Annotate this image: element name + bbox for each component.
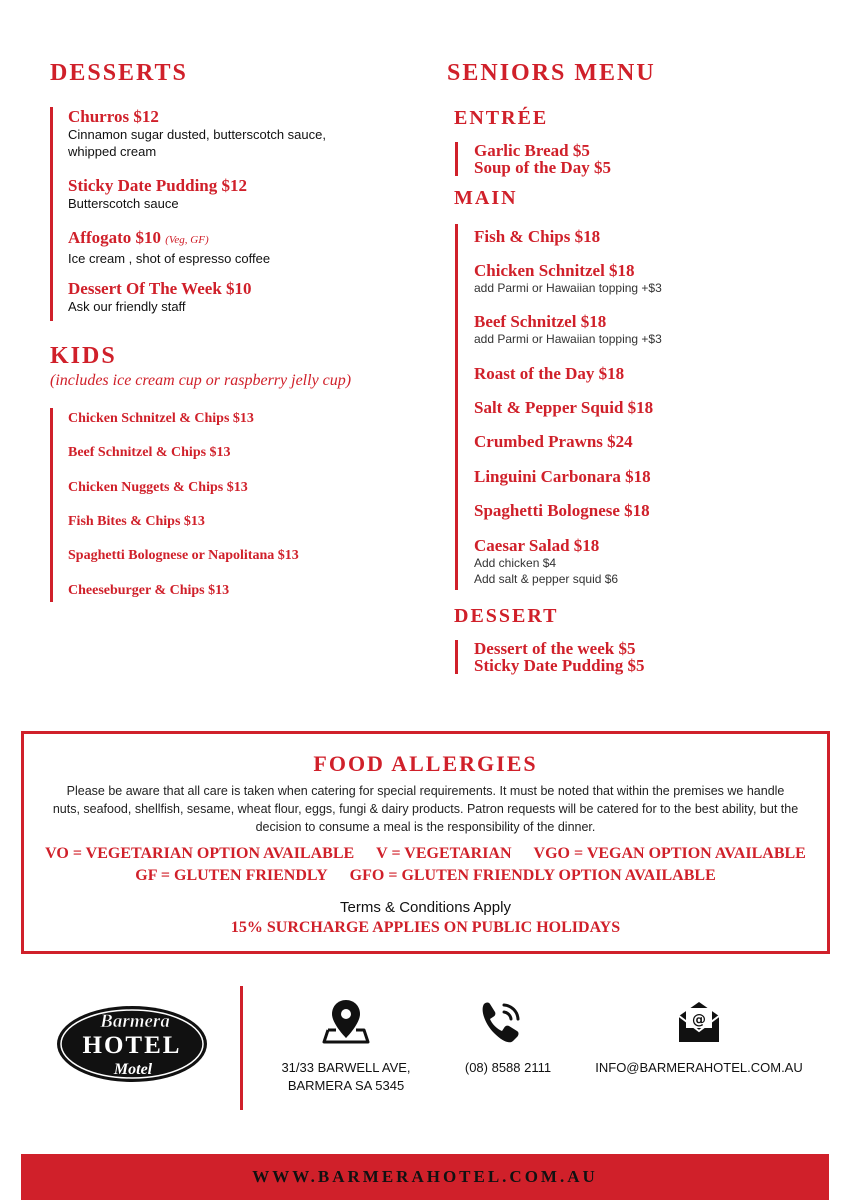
dessert-item-name: Churros $12 xyxy=(68,107,159,126)
seniors-dessert-item: Dessert of the week $5 xyxy=(474,639,636,658)
main-item-desc: add Parmi or Hawaiian topping +$3 xyxy=(474,281,662,295)
barmera-hotel-logo xyxy=(55,1002,209,1084)
logo-line2: HOTEL xyxy=(82,1032,182,1059)
logo-line3: Motel xyxy=(113,1061,153,1078)
dessert-item-sticky-date xyxy=(68,176,247,212)
svg-text:@: @ xyxy=(692,1012,706,1028)
main-item-name: Roast of the Day $18 xyxy=(474,364,625,383)
main-item-desc: add Parmi or Hawaiian topping +$3 xyxy=(474,332,662,346)
dessert-item-name: Sticky Date Pudding $12 xyxy=(68,176,247,195)
email-address[interactable]: INFO@BARMERAHOTEL.COM.AU xyxy=(595,1060,803,1075)
dessert-item-of-the-week xyxy=(68,279,252,315)
entree-title: ENTRÉE xyxy=(454,107,549,129)
entree-divider xyxy=(455,142,458,176)
footer-bar xyxy=(21,1154,829,1200)
main-item xyxy=(474,501,650,520)
main-item-name: Salt & Pepper Squid $18 xyxy=(474,398,654,417)
desserts-divider xyxy=(50,107,53,321)
dessert-item-desc: Butterscotch sauce xyxy=(68,196,179,211)
kids-item: Chicken Schnitzel & Chips $13 xyxy=(68,411,254,426)
main-title: MAIN xyxy=(454,187,518,209)
phone-icon xyxy=(476,998,524,1046)
dietary-tag: (Veg, GF) xyxy=(165,234,209,246)
main-item xyxy=(474,536,618,587)
contact-divider xyxy=(240,986,243,1110)
main-item xyxy=(474,364,624,383)
main-item-name: Linguini Carbonara $18 xyxy=(474,467,651,486)
dessert-item-desc: Ice cream , shot of espresso coffee xyxy=(68,251,271,266)
address-line-1: 31/33 BARWELL AVE, xyxy=(281,1060,411,1075)
kids-item: Fish Bites & Chips $13 xyxy=(68,514,205,529)
legend-vo: VO = VEGETARIAN OPTION AVAILABLE xyxy=(45,845,355,862)
desserts-title: DESSERTS xyxy=(50,60,188,86)
kids-item: Cheeseburger & Chips $13 xyxy=(68,583,230,598)
seniors-dessert-item: Sticky Date Pudding $5 xyxy=(474,656,645,675)
main-item-desc: Add chicken $4 xyxy=(474,556,557,570)
dessert-item-name: Affogato $10 xyxy=(68,228,162,247)
phone-number[interactable]: (08) 8588 2111 xyxy=(464,1060,552,1075)
main-item-name: Fish & Chips $18 xyxy=(474,227,601,246)
terms-text: Terms & Conditions Apply xyxy=(340,899,511,916)
main-item xyxy=(474,261,662,296)
dessert-item-affogato xyxy=(68,228,270,267)
map-pin-icon xyxy=(322,998,370,1044)
seniors-dessert-divider xyxy=(455,640,458,674)
main-item xyxy=(474,467,651,486)
kids-divider xyxy=(50,408,53,602)
seniors-title: SENIORS MENU xyxy=(447,60,656,86)
main-item xyxy=(474,312,662,347)
dietary-legend-row-1 xyxy=(24,845,827,863)
dessert-item-churros xyxy=(68,107,326,160)
dessert-item-desc: Ask our friendly staff xyxy=(68,299,186,314)
kids-title: KIDS xyxy=(50,343,117,369)
logo-line1: Barmera xyxy=(100,1011,170,1032)
allergies-text: Please be aware that all care is taken when catering for special requirements. It must be noted that within the premises we handle nuts, seafood, shellfish, sesame, wheat flour, eggs, fungi & dairy products. Patron requests will be catered for to the best ability, but the decision to consume a meal is the responsibility of the dinner. xyxy=(52,784,799,834)
main-item-name: Beef Schnitzel $18 xyxy=(474,312,607,331)
seniors-dessert-title: DESSERT xyxy=(454,605,559,627)
address-line-2: BARMERA SA 5345 xyxy=(287,1078,405,1093)
kids-item: Beef Schnitzel & Chips $13 xyxy=(68,445,231,460)
entree-item: Soup of the Day $5 xyxy=(474,158,611,177)
main-item-name: Caesar Salad $18 xyxy=(474,536,600,555)
main-divider xyxy=(455,224,458,590)
kids-subtitle: (includes ice cream cup or raspberry jelly cup) xyxy=(50,372,352,389)
address xyxy=(262,1059,430,1095)
dietary-legend-row-2 xyxy=(24,867,827,885)
main-item-name: Spaghetti Bolognese $18 xyxy=(474,501,650,520)
main-item-desc: Add salt & pepper squid $6 xyxy=(474,572,619,586)
entree-item: Garlic Bread $5 xyxy=(474,141,590,160)
main-item xyxy=(474,432,633,451)
legend-vgo: VGO = VEGAN OPTION AVAILABLE xyxy=(533,845,806,862)
legend-v: V = VEGETARIAN xyxy=(376,845,512,862)
legend-gf: GF = GLUTEN FRIENDLY xyxy=(135,867,328,884)
website-link[interactable]: WWW.BARMERAHOTEL.COM.AU xyxy=(252,1167,598,1186)
kids-item: Chicken Nuggets & Chips $13 xyxy=(68,480,248,495)
email-icon xyxy=(676,998,722,1044)
dessert-item-desc: Cinnamon sugar dusted, butterscotch sauce, whipped cream xyxy=(68,127,326,159)
allergies-box xyxy=(21,731,830,954)
main-item-name: Chicken Schnitzel $18 xyxy=(474,261,635,280)
allergies-title: FOOD ALLERGIES xyxy=(313,751,538,776)
main-item xyxy=(474,227,600,246)
dessert-item-name: Dessert Of The Week $10 xyxy=(68,279,252,298)
main-item-name: Crumbed Prawns $24 xyxy=(474,432,633,451)
main-item xyxy=(474,398,653,417)
legend-gfo: GFO = GLUTEN FRIENDLY OPTION AVAILABLE xyxy=(349,867,716,884)
kids-item: Spaghetti Bolognese or Napolitana $13 xyxy=(68,548,299,563)
surcharge-text: 15% SURCHARGE APPLIES ON PUBLIC HOLIDAYS xyxy=(230,919,621,936)
